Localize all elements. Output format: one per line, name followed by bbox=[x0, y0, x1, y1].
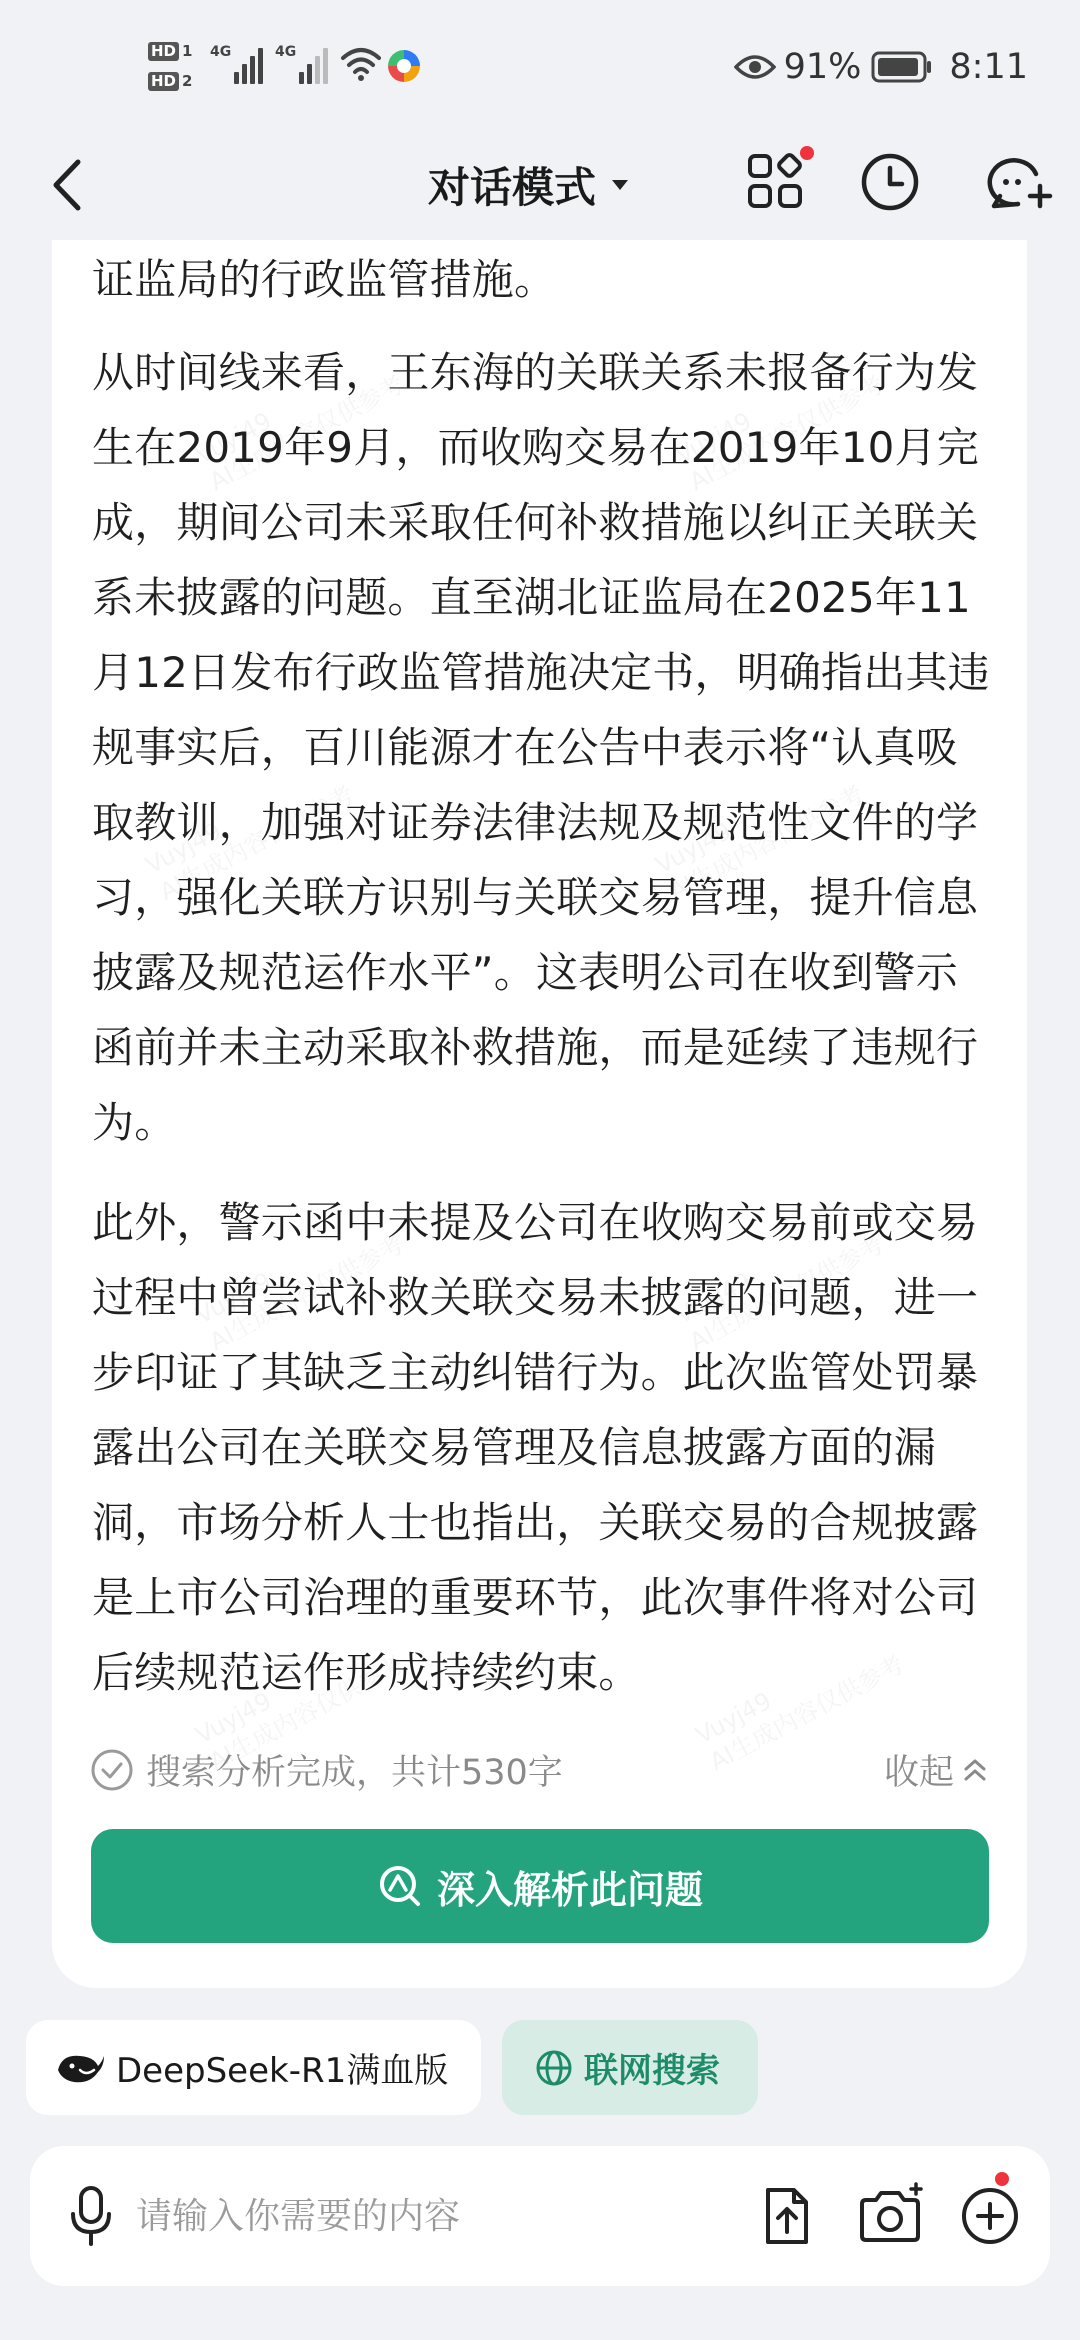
history-button[interactable] bbox=[852, 144, 928, 220]
web-search-toggle[interactable] bbox=[502, 2020, 758, 2115]
top-app-bar bbox=[0, 130, 1080, 240]
answer-card bbox=[52, 240, 1027, 1988]
answer-paragraph: 从时间线来看，王东海的关联关系未报备行为发生在2019年9月，而收购交易在2019年10月完成，期间公司未采取任何补救措施以纠正关联关系未披露的问题。直至湖北证监局在2025年11月12日发布行政监管措施决定书，明确指出其违规事实后，百川能源才在公告中表示将“认真吸取教训，加强对证券法律法规及规范性文件的学习，强化关联方识别与关联交易管理，提升信息披露及规范运作水平”。这表明公司在收到警示函前并未主动采取补救措施，而是延续了违规行为。 bbox=[92, 348, 990, 1147]
back-arrow-icon[interactable] bbox=[40, 150, 100, 220]
message-input[interactable]: 请输入你需要的内容 bbox=[136, 2196, 461, 2237]
network-type-1: 4G bbox=[210, 44, 232, 60]
signal-icon-sim2 bbox=[275, 44, 331, 84]
mode-switcher[interactable] bbox=[428, 150, 630, 220]
double-chevron-up-icon bbox=[960, 1755, 990, 1785]
search-analysis-icon bbox=[377, 1863, 423, 1909]
plus-circle-icon[interactable] bbox=[950, 2176, 1030, 2256]
sim1-number: 1 bbox=[182, 42, 193, 60]
model-selector-chip[interactable] bbox=[26, 2020, 481, 2115]
model-name: DeepSeek-R1满血版 bbox=[116, 2051, 449, 2091]
network-type-2: 4G bbox=[275, 44, 297, 60]
microphone-icon[interactable] bbox=[66, 2184, 116, 2248]
status-bar bbox=[0, 0, 1080, 130]
whale-logo-icon bbox=[54, 2048, 106, 2088]
camera-icon[interactable] bbox=[850, 2176, 930, 2256]
search-status-text: 搜索分析完成，共计530字 bbox=[146, 1753, 563, 1793]
clock-history-icon bbox=[852, 144, 928, 220]
deep-analysis-label: 深入解析此问题 bbox=[436, 1867, 703, 1912]
collapse-label: 收起 bbox=[883, 1753, 954, 1793]
apps-grid-button[interactable] bbox=[738, 144, 814, 220]
deep-analysis-button[interactable] bbox=[91, 1829, 989, 1943]
check-circle-icon bbox=[90, 1748, 134, 1792]
file-upload-icon[interactable] bbox=[746, 2176, 826, 2256]
signal-icon-sim1 bbox=[210, 44, 266, 84]
answer-paragraph: 证监局的行政监管措施。 bbox=[92, 255, 557, 304]
app-notification-icon bbox=[386, 48, 422, 84]
caret-down-icon bbox=[610, 178, 630, 192]
globe-icon bbox=[534, 2048, 574, 2088]
battery-icon bbox=[871, 51, 933, 83]
clock: 8:11 bbox=[949, 47, 1028, 87]
status-right bbox=[734, 40, 1028, 94]
collapse-button[interactable] bbox=[884, 1740, 990, 1800]
new-chat-button[interactable] bbox=[980, 144, 1056, 220]
new-chat-icon bbox=[980, 144, 1056, 220]
answer-paragraph: 此外，警示函中未提及公司在收购交易前或交易过程中曾尝试补救关联交易未披露的问题，进一步印证了其缺乏主动纠错行为。此次监管处罚暴露出公司在关联交易管理及信息披露方面的漏洞，市场分析人士也指出，关联交易的合规披露是上市公司治理的重要环节，此次事件将对公司后续规范运作形成持续约束。 bbox=[92, 1198, 979, 1697]
sim2-number: 2 bbox=[182, 72, 193, 90]
sim1-hd-label: HD bbox=[148, 42, 179, 61]
wifi-icon bbox=[340, 46, 382, 82]
notification-dot bbox=[995, 2172, 1009, 2186]
sim2-hd-label: HD bbox=[148, 72, 179, 91]
eye-icon bbox=[734, 53, 776, 81]
battery-percent: 91% bbox=[783, 47, 862, 87]
message-input-bar bbox=[30, 2146, 1050, 2286]
page-title: 对话模式 bbox=[428, 163, 597, 212]
notification-dot bbox=[800, 146, 814, 160]
web-search-label: 联网搜索 bbox=[584, 2051, 720, 2091]
sim-indicators bbox=[148, 38, 200, 96]
search-status-row bbox=[90, 1740, 990, 1800]
